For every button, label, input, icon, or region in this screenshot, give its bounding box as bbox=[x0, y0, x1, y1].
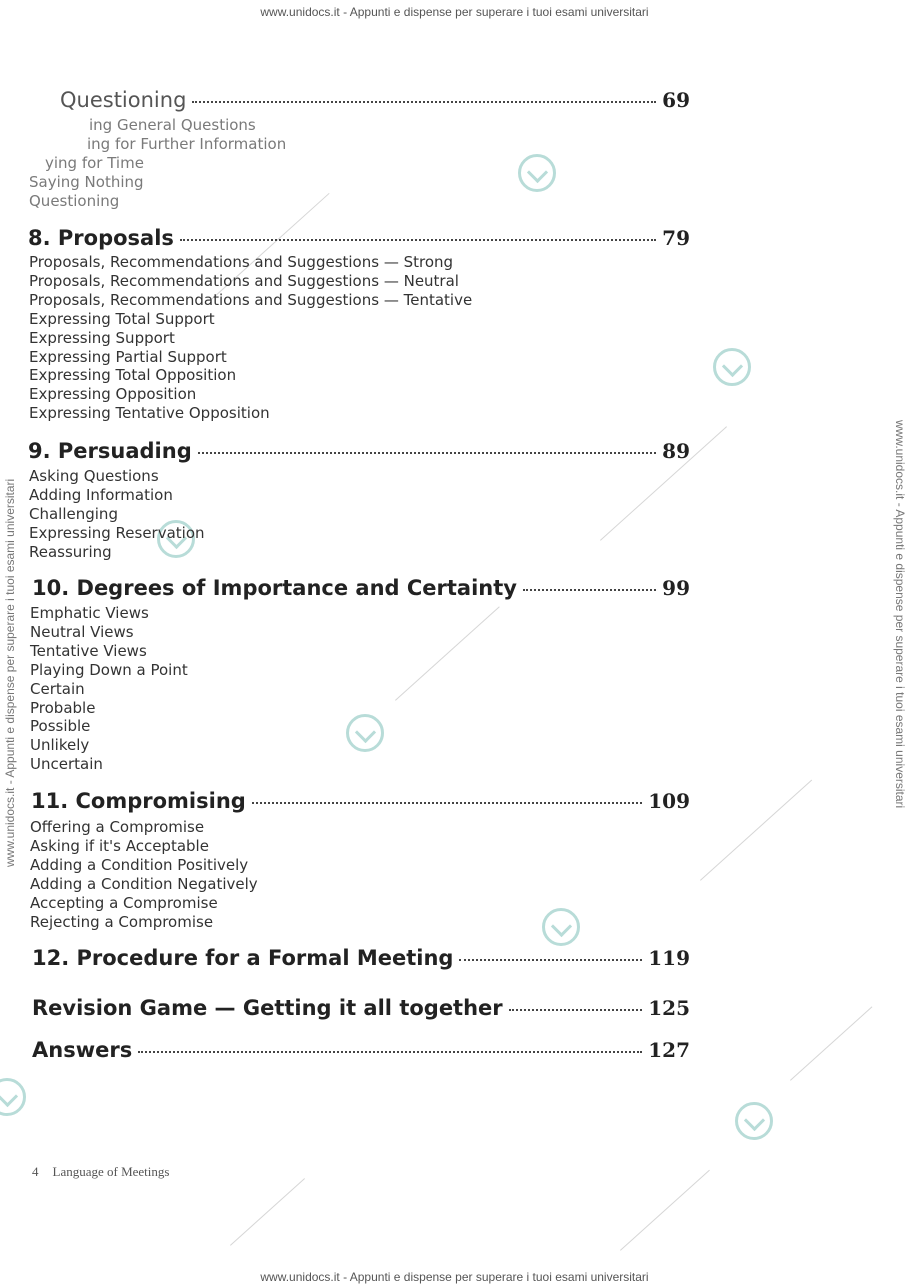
toc-subitem-list bbox=[29, 253, 472, 423]
toc-heading[interactable] bbox=[31, 789, 690, 813]
footer-book-title: Language of Meetings bbox=[52, 1164, 170, 1179]
dot-leader bbox=[252, 802, 642, 804]
toc-heading-title: 12. Procedure for a Formal Meeting bbox=[32, 946, 454, 970]
dot-leader bbox=[180, 239, 656, 241]
toc-subitem: Asking if it's Acceptable bbox=[30, 836, 209, 855]
toc-subitem: Uncertain bbox=[30, 755, 103, 774]
toc-heading-title: Questioning bbox=[60, 88, 187, 112]
toc-heading-title: 10. Degrees of Importance and Certainty bbox=[32, 576, 517, 600]
footer-page-number: 4 bbox=[32, 1164, 39, 1179]
toc-heading-title: Answers bbox=[32, 1038, 133, 1062]
dot-leader bbox=[523, 589, 656, 591]
dot-leader bbox=[138, 1051, 642, 1053]
toc-heading-title: 11. Compromising bbox=[31, 789, 246, 813]
toc-subitem: Expressing Total Support bbox=[29, 309, 215, 328]
toc-subitem: Offering a Compromise bbox=[30, 818, 205, 836]
toc-heading[interactable] bbox=[32, 1038, 690, 1062]
toc-heading[interactable] bbox=[32, 576, 690, 600]
toc-subitem: Neutral Views bbox=[30, 622, 134, 641]
toc-page-number: 125 bbox=[648, 996, 690, 1020]
toc-subitem: Rejecting a Compromise bbox=[30, 912, 214, 931]
toc-subitem-list bbox=[30, 818, 258, 931]
dot-leader bbox=[198, 452, 656, 454]
toc-subitem: Accepting a Compromise bbox=[30, 893, 218, 912]
toc-subitem: Expressing Total Opposition bbox=[29, 366, 237, 385]
toc-subitem: Adding Information bbox=[29, 485, 173, 504]
toc-subitem: Probable bbox=[30, 698, 96, 717]
toc-subitem: Expressing Support bbox=[29, 328, 175, 347]
toc-subitem: Emphatic Views bbox=[30, 604, 149, 622]
toc-subitem: ing for Further Information bbox=[87, 134, 287, 153]
toc-page-number: 99 bbox=[662, 576, 690, 600]
toc-subitem-list bbox=[29, 467, 205, 562]
watermark-right: www.unidocs.it - Appunti e dispense per superare i tuoi esami universitari bbox=[893, 420, 907, 809]
toc-subitem: Challenging bbox=[29, 504, 118, 523]
toc-subitem: Playing Down a Point bbox=[30, 660, 188, 679]
toc-subitem: ying for Time bbox=[45, 153, 144, 172]
toc-subitem: Proposals, Recommendations and Suggestions — Tentative bbox=[29, 290, 473, 309]
toc-page-number: 127 bbox=[648, 1038, 690, 1062]
toc-heading[interactable] bbox=[60, 88, 690, 112]
toc-subitem: Tentative Views bbox=[30, 641, 147, 660]
toc-subitem-list bbox=[29, 116, 286, 211]
toc-page-number: 89 bbox=[662, 439, 690, 463]
dot-leader bbox=[459, 959, 642, 961]
watermark-top: www.unidocs.it - Appunti e dispense per superare i tuoi esami universitari bbox=[260, 5, 649, 19]
toc-page-number: 79 bbox=[662, 226, 690, 250]
watermark-left: www.unidocs.it - Appunti e dispense per superare i tuoi esami universitari bbox=[3, 478, 17, 867]
toc-subitem: ing General Questions bbox=[89, 116, 256, 134]
toc-subitem: Adding a Condition Negatively bbox=[30, 874, 258, 893]
toc-subitem: Expressing Opposition bbox=[29, 385, 197, 404]
toc-heading[interactable] bbox=[32, 996, 690, 1020]
toc-subitem: Possible bbox=[30, 717, 91, 736]
toc-heading-title: Revision Game — Getting it all together bbox=[32, 996, 503, 1020]
toc-heading[interactable] bbox=[28, 439, 690, 463]
toc-page-number: 119 bbox=[648, 946, 690, 970]
dot-leader bbox=[192, 101, 656, 103]
toc-page-number: 69 bbox=[662, 88, 690, 112]
toc-subitem-list bbox=[30, 604, 188, 774]
toc-subitem: Proposals, Recommendations and Suggestions — Neutral bbox=[29, 271, 459, 290]
toc-heading[interactable] bbox=[28, 226, 690, 250]
toc-subitem: Certain bbox=[30, 679, 85, 698]
toc-subitem: Expressing Partial Support bbox=[29, 347, 227, 366]
toc-heading-title: 9. Persuading bbox=[28, 439, 192, 463]
toc-subitem: Adding a Condition Positively bbox=[30, 855, 249, 874]
toc-subitem: Unlikely bbox=[30, 736, 90, 755]
dot-leader bbox=[509, 1009, 643, 1011]
toc-subitem: Expressing Reservation bbox=[29, 523, 205, 542]
toc-heading-title: 8. Proposals bbox=[28, 226, 174, 250]
toc-subitem: Reassuring bbox=[29, 542, 112, 561]
page-footer bbox=[32, 1164, 183, 1180]
toc-subitem: Saying Nothing bbox=[29, 172, 144, 191]
toc-subitem: Proposals, Recommendations and Suggestions — Strong bbox=[29, 253, 454, 271]
toc-subitem: Expressing Tentative Opposition bbox=[29, 404, 270, 423]
toc-heading[interactable] bbox=[32, 946, 690, 970]
toc-page-number: 109 bbox=[648, 789, 690, 813]
toc-subitem: Questioning bbox=[29, 191, 120, 210]
watermark-bottom: www.unidocs.it - Appunti e dispense per superare i tuoi esami universitari bbox=[260, 1270, 649, 1284]
toc-subitem: Asking Questions bbox=[29, 467, 159, 485]
